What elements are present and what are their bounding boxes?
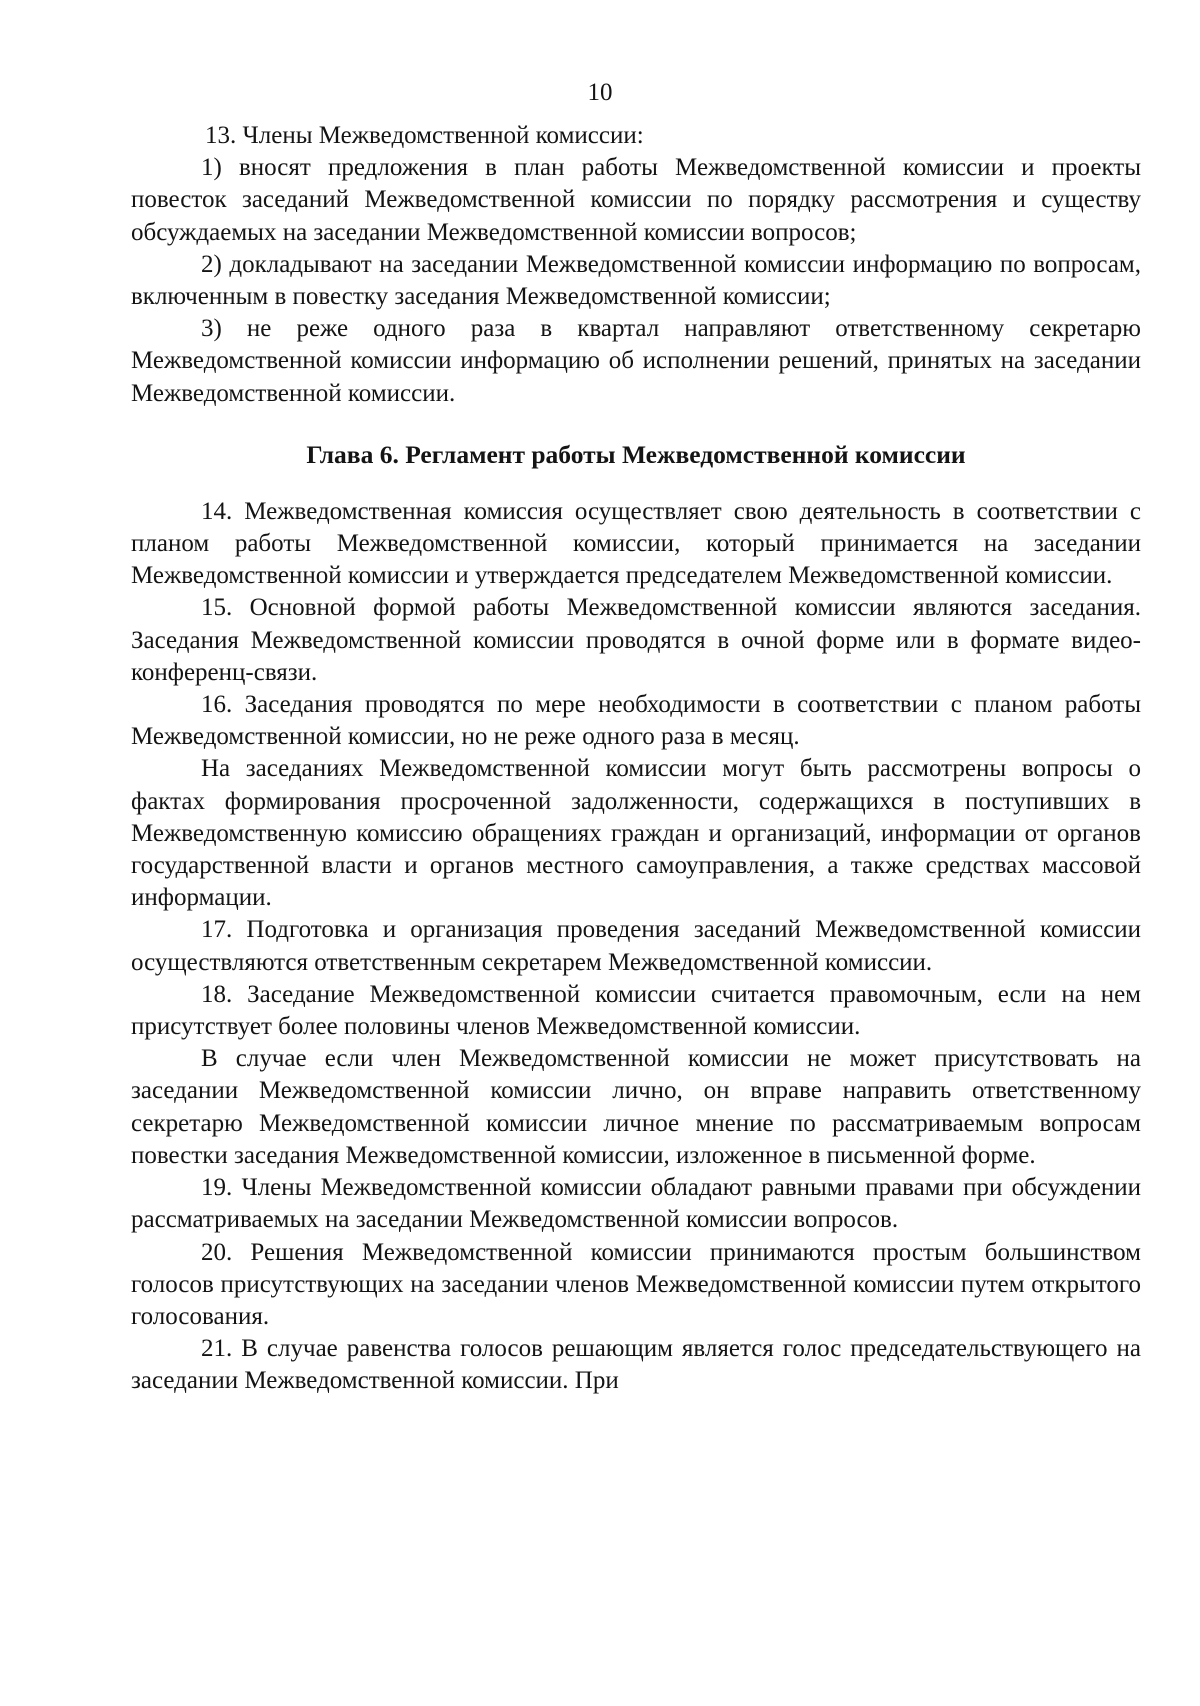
paragraph-19: 19. Члены Межведомственной комиссии обладают равными правами при обсуждении рассматриваемых на заседании Межведомственной комиссии вопросов.	[131, 1174, 1141, 1234]
paragraph-21: 21. В случае равенства голосов решающим является голос председательствующего на заседании Межведомственной комиссии. При	[131, 1335, 1141, 1395]
section-13-heading: 13. Члены Межведомственной комиссии:	[205, 122, 644, 149]
page-number: 10	[587, 79, 613, 106]
section-13-item-2: 2) докладывают на заседании Межведомственной комиссии информацию по вопросам, включенным в повестку заседания Межведомственной комиссии;	[131, 250, 1141, 311]
document-body	[131, 120, 1141, 1398]
section-13-item-3: 3) не реже одного раза в квартал направляют ответственному секретарю Межведомственной комиссии информацию об исполнении решений, принятых на заседании Межведомственной комиссии.	[131, 315, 1141, 407]
paragraph-17: 17. Подготовка и организация проведения заседаний Межведомственной комиссии осуществляются ответственным секретарем Межведомственной комиссии.	[131, 916, 1141, 976]
section-13-item-1: 1) вносят предложения в план работы Межведомственной комиссии и проекты повесток заседаний Межведомственной комиссии по порядку рассмотрения и существу обсуждаемых на заседании Межведомственной комиссии вопросов;	[131, 154, 1141, 246]
chapter-6-title: Глава 6. Регламент работы Межведомственной комиссии	[306, 439, 966, 469]
paragraph-18: 18. Заседание Межведомственной комиссии считается правомочным, если на нем присутствует более половины членов Межведомственной комиссии.	[131, 980, 1141, 1041]
paragraph-16: 16. Заседания проводятся по мере необходимости в соответствии с планом работы Межведомственной комиссии, но не реже одного раза в месяц.	[131, 691, 1141, 751]
paragraph-16-continuation: На заседаниях Межведомственной комиссии могут быть рассмотрены вопросы о фактах формирования просроченной задолженности, содержащихся в поступивших в Межведомственную комиссию обращениях граждан и организаций, информации от органов государственной власти и органов местного самоуправления, а также средствах массовой информации.	[131, 755, 1141, 912]
paragraph-18-continuation: В случае если член Межведомственной комиссии не может присутствовать на заседании Межведомственной комиссии лично, он вправе направить ответственному секретарю Межведомственной комиссии личное мнение по рассматриваемым вопросам повестки заседания Межведомственной комиссии, изложенное в письменной форме.	[131, 1045, 1141, 1169]
paragraph-14: 14. Межведомственная комиссия осуществляет свою деятельность в соответствии с планом работы Межведомственной комиссии, который принимается на заседании Межведомственной комиссии и утверждается председателем Межведомственной комиссии.	[131, 497, 1141, 590]
paragraph-15: 15. Основной формой работы Межведомственной комиссии являются заседания. Заседания Межведомственной комиссии проводятся в очной форме или в формате видео-конференц-связи.	[131, 594, 1141, 686]
paragraph-20: 20. Решения Межведомственной комиссии принимаются простым большинством голосов присутствующих на заседании членов Межведомственной комиссии путем открытого голосования.	[131, 1238, 1141, 1330]
